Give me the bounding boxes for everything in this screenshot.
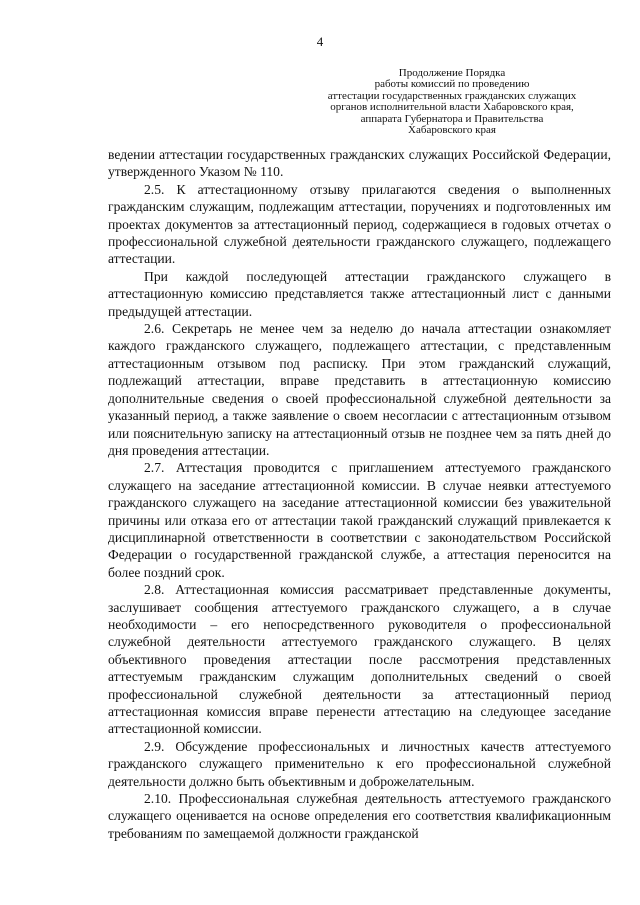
header-line: органов исполнительной власти Хабаровского края,	[330, 101, 574, 114]
paragraph-2-7: 2.7. Аттестация проводится с приглашением аттестуемого гражданского служащего на заседание аттестационной комиссии. В случае неявки аттестуемого гражданского служащего на заседание аттестационной комиссии без уважительной причины или отказа его от аттестации такой гражданский служащий привлекается к дисциплинарной ответственности в соответствии с законодательством Российской Федерации о государственной гражданской службе, а аттестация переносится на более поздний срок.	[108, 460, 611, 580]
paragraph-2-6: 2.6. Секретарь не менее чем за неделю до начала аттестации ознакомляет каждого гражданского служащего, подлежащего аттестации, с представленным аттестационным отзывом под расписку. При этом гражданский служащий, подлежащий аттестации, вправе представить в аттестационную комиссию дополнительные сведения о своей профессиональной служебной деятельности за указанный период, а также заявление о своем несогласии с аттестационным отзывом или пояснительную записку на аттестационный отзыв не позднее чем за пять дней до дня проведения аттестации.	[108, 321, 611, 458]
paragraph-2-5: 2.5. К аттестационному отзыву прилагаются сведения о выполненных гражданским служащим, подлежащим аттестации, поручениях и подготовленных им проектах документов за аттестационный период, содержащиеся в годовых отчетах о профессиональной служебной деятельности гражданского служащего, подлежащего аттестации.	[108, 181, 611, 267]
header-line: Хабаровского края	[408, 124, 496, 137]
header-line: аппарата Губернатора и Правительства	[360, 112, 544, 125]
paragraph-subsequent-attestation: При каждой последующей аттестации гражданского служащего в аттестационную комиссию представляется также аттестационный лист с данными предыдущей аттестации.	[108, 268, 611, 319]
paragraph-continuation: ведении аттестации государственных гражданских служащих Российской Федерации, утвержденного Указом № 110.	[108, 147, 611, 180]
page-number: 4	[316, 34, 324, 49]
document-body	[108, 146, 611, 842]
paragraph-2-10: 2.10. Профессиональная служебная деятельность аттестуемого гражданского служащего оценивается на основе определения его соответствия квалификационным требованиям по замещаемой должности гражданской	[108, 791, 611, 841]
paragraph-2-9: 2.9. Обсуждение профессиональных и личностных качеств аттестуемого гражданского служащего применительно к его профессиональной служебной деятельности должно быть объективным и доброжелательным.	[108, 738, 611, 789]
paragraph-2-8: 2.8. Аттестационная комиссия рассматривает представленные документы, заслушивает сообщения аттестуемого гражданского служащего, а в случае необходимости – его непосредственного руководителя о профессиональной служебной деятельности аттестуемого гражданского служащего. В целях объективного проведения аттестации после рассмотрения представленных аттестуемым гражданским служащим дополнительных сведений о своей профессиональной служебной деятельности за аттестационный период аттестационная комиссия вправе перенести аттестацию на следующее заседание аттестационной комиссии.	[108, 582, 611, 737]
header-line: работы комиссий по проведению	[374, 78, 530, 91]
header-line: Продолжение Порядка	[398, 67, 506, 79]
continuation-header	[300, 68, 604, 136]
header-line: аттестации государственных гражданских служащих	[327, 89, 577, 102]
